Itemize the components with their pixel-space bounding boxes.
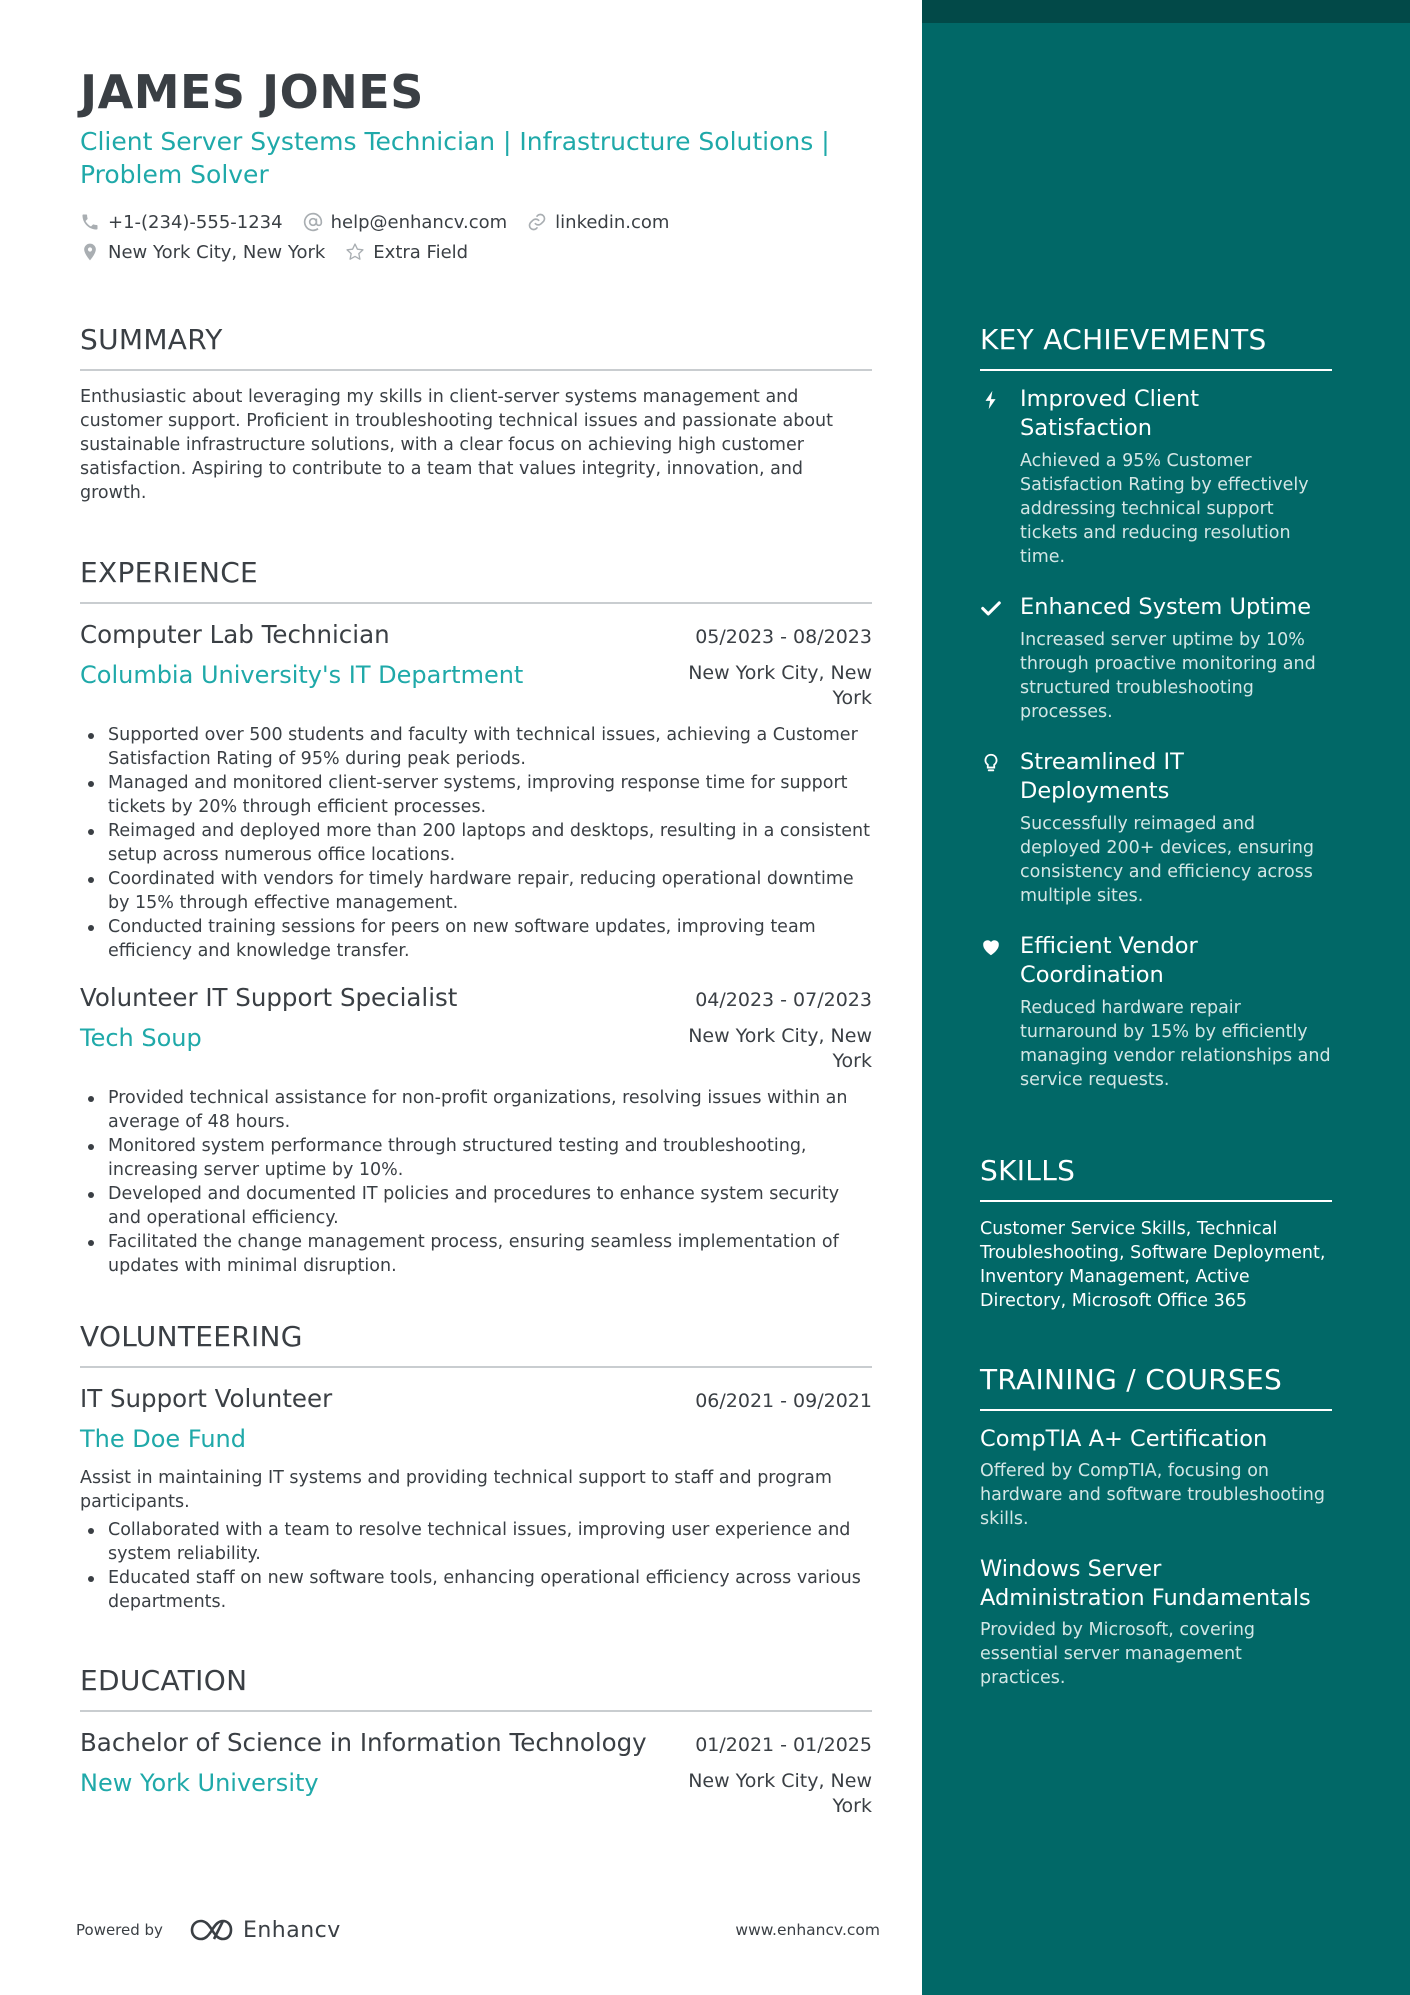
summary-heading: SUMMARY xyxy=(80,322,872,371)
company-name: Columbia University's IT Department xyxy=(80,661,524,689)
achievement-desc: Increased server uptime by 10% through proactive monitoring and structured troubleshooting processes. xyxy=(1020,630,1316,722)
degree-title: Bachelor of Science in Information Technology xyxy=(80,1728,647,1757)
sidebar-top-band xyxy=(922,0,1410,23)
training-heading: TRAINING / COURSES xyxy=(980,1362,1332,1411)
contact-linkedin[interactable] xyxy=(527,212,669,233)
contact-location xyxy=(80,242,325,263)
powered-by xyxy=(76,1917,341,1943)
achievement-title: Enhanced System Uptime xyxy=(1020,594,1312,620)
achievement-item xyxy=(980,593,1332,724)
list-item: Facilitated the change management process, ensuring seamless implementation of updates with minimal disruption. xyxy=(80,1230,872,1278)
map-pin-icon xyxy=(80,242,100,262)
resume-header xyxy=(80,62,872,267)
job-bullets xyxy=(80,723,872,963)
linkedin-text: linkedin.com xyxy=(555,211,670,233)
checkmark-icon xyxy=(980,593,1020,724)
powered-by-label: Powered by xyxy=(76,1921,163,1939)
education-heading: EDUCATION xyxy=(80,1663,872,1712)
list-item: Educated staff on new software tools, enhancing operational efficiency across various departments. xyxy=(80,1566,872,1614)
phone-icon xyxy=(80,212,100,232)
achievement-item xyxy=(980,748,1332,908)
experience-entry xyxy=(80,618,872,963)
school-name: New York University xyxy=(80,1769,319,1797)
course-title: Windows Server Administration Fundamentals xyxy=(980,1556,1311,1611)
footer xyxy=(76,1910,880,1950)
course-desc: Offered by CompTIA, focusing on hardware and software troubleshooting skills. xyxy=(980,1461,1325,1529)
job-location: New York City, New York xyxy=(688,662,872,709)
achievement-desc: Reduced hardware repair turnaround by 15% by efficiently managing vendor relationships and service requests. xyxy=(1020,998,1331,1090)
enhancv-logo[interactable] xyxy=(189,1917,341,1943)
achievement-desc: Successfully reimaged and deployed 200+ devices, ensuring consistency and efficiency across multiple sites. xyxy=(1020,814,1315,906)
extra-field-text: Extra Field xyxy=(373,241,469,263)
list-item: Monitored system performance through structured testing and troubleshooting, increasing server uptime by 10%. xyxy=(80,1134,872,1182)
achievement-desc: Achieved a 95% Customer Satisfaction Rating by effectively addressing technical support tickets and reducing resolution time. xyxy=(1020,451,1309,567)
achievement-title: Improved Client Satisfaction xyxy=(1020,386,1200,441)
volunteer-bullets xyxy=(80,1518,872,1614)
location-text: New York City, New York xyxy=(108,241,326,263)
volunteer-description: Assist in maintaining IT systems and providing technical support to staff and program participants. xyxy=(80,1468,832,1512)
list-item: Coordinated with vendors for timely hardware repair, reducing operational downtime by 15% through effective management. xyxy=(80,867,872,915)
summary-text: Enthusiastic about leveraging my skills in client-server systems management and customer support. Proficient in troubleshooting technical issues and passionate about sustainable infrastructure solutions, with a clear focus on achieving high customer satisfaction. Aspiring to contribute to a team that values integrity, innovation, and growth. xyxy=(80,387,833,503)
course-item xyxy=(980,1555,1332,1690)
list-item: Collaborated with a team to resolve technical issues, improving user experience and system reliability. xyxy=(80,1518,872,1566)
volunteer-org: The Doe Fund xyxy=(80,1425,246,1453)
achievements-heading: KEY ACHIEVEMENTS xyxy=(980,322,1332,371)
lightbulb-icon xyxy=(980,748,1020,908)
at-sign-icon xyxy=(303,212,323,232)
website-link[interactable]: www.enhancv.com xyxy=(735,1921,880,1939)
course-desc: Provided by Microsoft, covering essential server management practices. xyxy=(980,1620,1256,1688)
list-item: Supported over 500 students and faculty with technical issues, achieving a Customer Satisfaction Rating of 95% during peak periods. xyxy=(80,723,872,771)
skills-heading: SKILLS xyxy=(980,1153,1332,1202)
job-location: New York City, New York xyxy=(688,1025,872,1072)
skills-section xyxy=(980,1153,1332,1313)
list-item: Conducted training sessions for peers on new software updates, improving team efficiency and knowledge transfer. xyxy=(80,915,872,963)
list-item: Managed and monitored client-server systems, improving response time for support tickets by 20% through efficient processes. xyxy=(80,771,872,819)
contact-info xyxy=(80,207,872,267)
phone-text: +1-(234)-555-1234 xyxy=(108,211,283,233)
education-entry xyxy=(80,1726,872,1819)
brand-name: Enhancv xyxy=(242,1917,341,1943)
contact-row-2 xyxy=(80,237,872,267)
contact-phone[interactable] xyxy=(80,212,283,233)
enhancv-logo-icon xyxy=(189,1917,235,1943)
job-bullets xyxy=(80,1086,872,1278)
sidebar xyxy=(922,0,1410,1995)
contact-extra xyxy=(345,242,468,263)
achievement-item xyxy=(980,932,1332,1092)
achievement-title: Streamlined IT Deployments xyxy=(1020,749,1184,804)
volunteering-entry xyxy=(80,1382,872,1614)
candidate-name: JAMES JONES xyxy=(80,65,424,119)
list-item: Reimaged and deployed more than 200 laptops and desktops, resulting in a consistent setup across numerous office locations. xyxy=(80,819,872,867)
list-item: Developed and documented IT policies and procedures to enhance system security and operational efficiency. xyxy=(80,1182,872,1230)
contact-email[interactable] xyxy=(303,212,508,233)
company-name: Tech Soup xyxy=(80,1024,202,1052)
volunteer-date: 06/2021 - 09/2021 xyxy=(695,1390,872,1412)
volunteering-section xyxy=(80,1319,872,1614)
education-date: 01/2021 - 01/2025 xyxy=(695,1734,872,1756)
contact-row-1 xyxy=(80,207,872,237)
summary-section xyxy=(80,322,872,505)
skills-text: Customer Service Skills, Technical Troubleshooting, Software Deployment, Inventory Management, Active Directory, Microsoft Office 365 xyxy=(980,1219,1326,1311)
education-section xyxy=(80,1663,872,1819)
training-section xyxy=(980,1362,1332,1690)
candidate-headline: Client Server Systems Technician | Infrastructure Solutions | Problem Solver xyxy=(80,127,830,189)
experience-heading: EXPERIENCE xyxy=(80,555,872,604)
lightning-bolt-icon xyxy=(980,385,1020,569)
job-title: Volunteer IT Support Specialist xyxy=(80,983,458,1012)
star-icon xyxy=(345,242,365,262)
list-item: Provided technical assistance for non-profit organizations, resolving issues within an average of 48 hours. xyxy=(80,1086,872,1134)
experience-entry xyxy=(80,981,872,1278)
job-title: Computer Lab Technician xyxy=(80,620,390,649)
job-date: 05/2023 - 08/2023 xyxy=(695,626,872,648)
volunteering-heading: VOLUNTEERING xyxy=(80,1319,872,1368)
achievement-item xyxy=(980,385,1332,569)
job-date: 04/2023 - 07/2023 xyxy=(695,989,872,1011)
experience-section xyxy=(80,555,872,1278)
course-title: CompTIA A+ Certification xyxy=(980,1426,1268,1452)
email-text: help@enhancv.com xyxy=(330,211,508,233)
heart-icon xyxy=(980,932,1020,1092)
volunteer-role: IT Support Volunteer xyxy=(80,1384,333,1413)
achievements-section xyxy=(980,322,1332,1092)
course-item xyxy=(980,1425,1332,1531)
school-location: New York City, New York xyxy=(688,1770,872,1817)
achievement-title: Efficient Vendor Coordination xyxy=(1020,933,1198,988)
link-icon xyxy=(527,212,547,232)
